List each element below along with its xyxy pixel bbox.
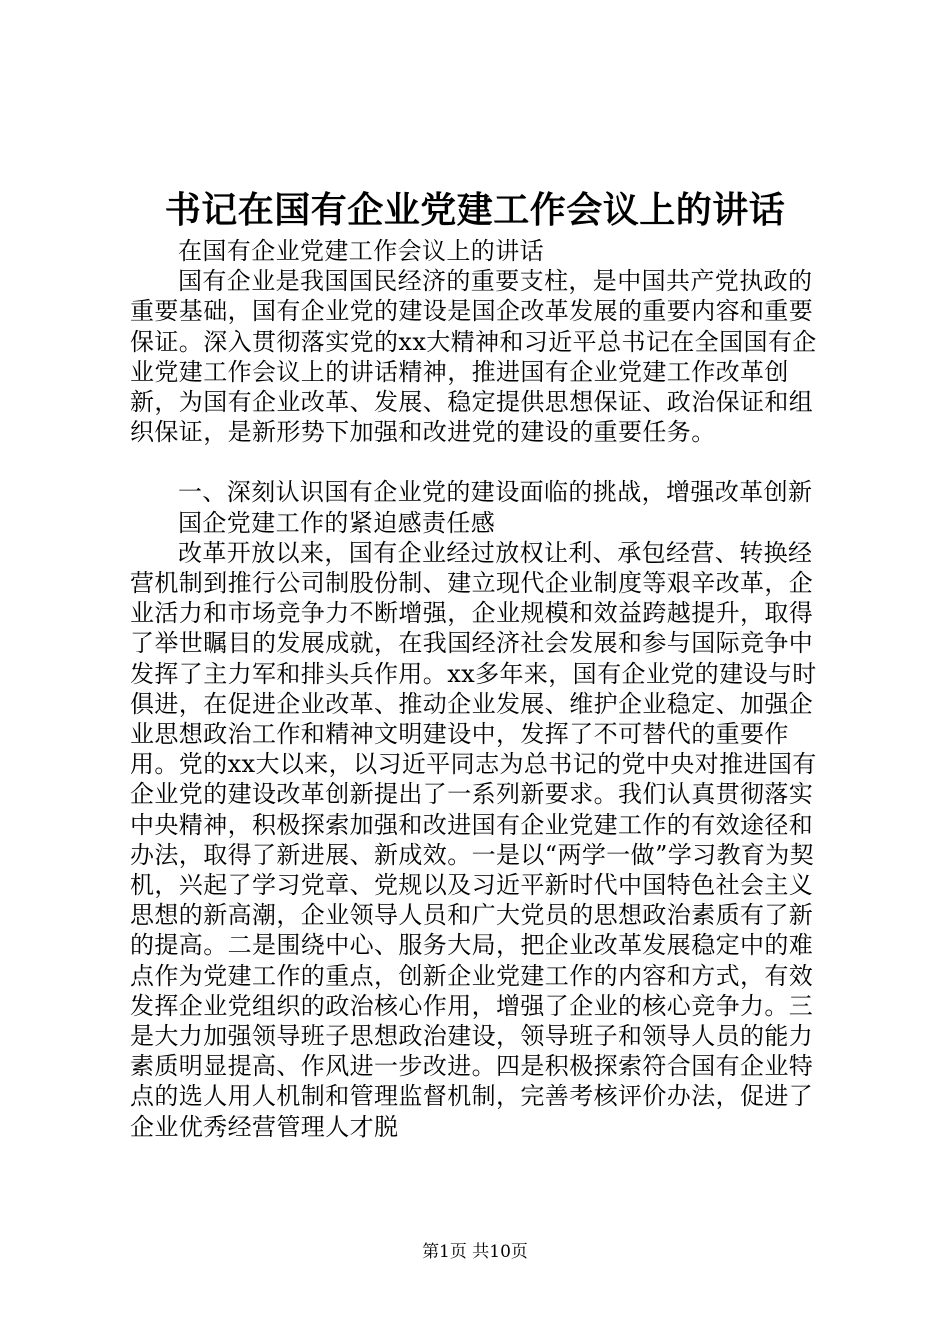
section-heading-line-2: 国企党建工作的紧迫感责任感 bbox=[178, 508, 496, 537]
body-paragraph: 改革开放以来，国有企业经过放权让利、承包经营、转换经营机制到推行公司制股份制、建立现代企业制度等艰辛改革，企业活力和市场竞争力不断增强，企业规模和效益跨越提升，取得了举世瞩目的发展成就，在我国经济社会发展和参与国际竞争中发挥了主力军和排头兵作用。xx多年来，国有企业党的建设与时俱进，在促进企业改革、推动企业发展、维护企业稳定、加强企业思想政治工作和精神文明建设中，发挥了不可替代的重要作用。党的xx大以来，以习近平同志为总书记的党中央对推进国有企业党的建设改革创新提出了一系列新要求。我们认真贯彻落实中央精神，积极探索加强和改进国有企业党建工作的有效途径和办法，取得了新进展、新成效。一是以“两学一做”学习教育为契机，兴起了学习党章、党规以及习近平新时代中国特色社会主义思想的新高潮，企业领导人员和广大党员的思想政治素质有了新的提高。二是围绕中心、服务大局，把企业改革发展稳定中的难点作为党建工作的重点，创新企业党建工作的内容和方式，有效发挥企业党组织的政治核心作用，增强了企业的核心竞争力。三是大力加强领导班子思想政治建设，领导班子和领导人员的能力素质明显提高、作风进一步改进。四是积极探索符合国有企业特点的选人用人机制和管理监督机制，完善考核评价办法，促进了企业优秀经营管理人才脱 bbox=[130, 538, 817, 1141]
speech-subtitle: 在国有企业党建工作会议上的讲话 bbox=[178, 237, 544, 265]
document-body bbox=[130, 236, 830, 1142]
document-title: 书记在国有企业党建工作会议上的讲话 bbox=[164, 189, 786, 231]
intro-paragraph: 国有企业是我国国民经济的重要支柱，是中国共产党执政的重要基础，国有企业党的建设是国企改革发展的重要内容和重要保证。深入贯彻落实党的xx大精神和习近平总书记在全国国有企业党建工作会议上的讲话精神，推进国有企业党建工作改革创新，为国有企业改革、发展、稳定提供思想保证、政治保证和组织保证，是新形势下加强和改进党的建设的重要任务。 bbox=[130, 267, 817, 447]
page-number-footer: 第1页 共10页 bbox=[422, 1242, 528, 1262]
section-heading-line-1: 一、深刻认识国有企业党的建设面临的挑战，增强改革创新 bbox=[178, 478, 813, 507]
